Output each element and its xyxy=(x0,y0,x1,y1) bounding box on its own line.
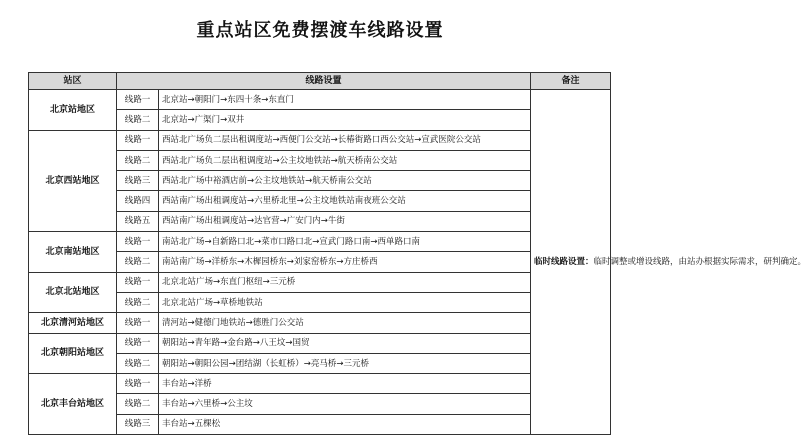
route-cell: 朝阳站→青年路→金台路→八王坟→国贸 xyxy=(159,333,531,353)
area-cell: 北京西站地区 xyxy=(29,130,117,231)
table-row xyxy=(29,292,611,312)
line-label: 线路二 xyxy=(117,150,159,170)
line-label: 线路一 xyxy=(117,272,159,292)
header-route: 线路设置 xyxy=(117,73,531,90)
route-cell: 朝阳站→朝阳公园→团结湖（长虹桥）→亮马桥→三元桥 xyxy=(159,353,531,373)
route-cell: 清河站→健德门地铁站→德胜门公交站 xyxy=(159,313,531,333)
route-cell: 北京北站广场→东直门枢纽→三元桥 xyxy=(159,272,531,292)
table-row xyxy=(29,130,611,150)
area-cell: 北京丰台站地区 xyxy=(29,374,117,435)
table-row xyxy=(29,171,611,191)
area-cell: 北京北站地区 xyxy=(29,272,117,313)
route-cell: 西站北广场中裕酒店前→公主坟地铁站→航天桥南公交站 xyxy=(159,171,531,191)
line-label: 线路一 xyxy=(117,130,159,150)
line-label: 线路五 xyxy=(117,211,159,231)
table-row xyxy=(29,191,611,211)
route-cell: 西站南广场出租调度站→六里桥北里→公主坟地铁站南夜班公交站 xyxy=(159,191,531,211)
route-cell: 丰台站→洋桥 xyxy=(159,374,531,394)
route-cell: 北京北站广场→草桥地铁站 xyxy=(159,292,531,312)
table-row xyxy=(29,414,611,434)
route-table xyxy=(28,72,806,435)
table-row xyxy=(29,150,611,170)
route-cell: 南站北广场→自新路口北→菜市口路口北→宣武门路口南→西单路口南 xyxy=(159,232,531,252)
note-bold: 临时线路设置： xyxy=(534,257,594,268)
route-cell: 西站北广场负二层出租调度站→公主坟地铁站→航天桥南公交站 xyxy=(159,150,531,170)
line-label: 线路二 xyxy=(117,292,159,312)
line-label: 线路二 xyxy=(117,394,159,414)
area-cell: 北京清河站地区 xyxy=(29,313,117,333)
table-row xyxy=(29,313,611,333)
area-cell: 北京南站地区 xyxy=(29,232,117,273)
table-row xyxy=(29,211,611,231)
table-row xyxy=(29,272,611,292)
table-row xyxy=(29,353,611,373)
area-cell: 北京朝阳站地区 xyxy=(29,333,117,374)
route-cell: 丰台站→五棵松 xyxy=(159,414,531,434)
line-label: 线路三 xyxy=(117,171,159,191)
note-text: 临时调整或增设线路，由站办根据实际需求，研判确定。 xyxy=(593,257,806,268)
table-row xyxy=(29,394,611,414)
table-row xyxy=(29,252,611,272)
area-cell: 北京站地区 xyxy=(29,90,117,131)
route-cell: 丰台站→六里桥→公主坟 xyxy=(159,394,531,414)
table-row xyxy=(29,374,611,394)
table-row xyxy=(29,110,611,130)
table-row xyxy=(29,90,611,110)
line-label: 线路四 xyxy=(117,191,159,211)
header-area: 站区 xyxy=(29,73,117,90)
line-label: 线路一 xyxy=(117,333,159,353)
line-label: 线路二 xyxy=(117,353,159,373)
table-row xyxy=(29,333,611,353)
line-label: 线路一 xyxy=(117,374,159,394)
note-cell xyxy=(531,90,806,435)
document-title: 重点站区免费摆渡车线路设置 xyxy=(196,20,444,41)
route-cell: 西站北广场负二层出租调度站→西便门公交站→长椿街路口西公交站→宣武医院公交站 xyxy=(159,130,531,150)
line-label: 线路一 xyxy=(117,90,159,110)
route-cell: 北京站→广渠门→双井 xyxy=(159,110,531,130)
line-label: 线路二 xyxy=(117,110,159,130)
route-cell: 西站南广场出租调度站→达官营→广安门内→牛街 xyxy=(159,211,531,231)
table-header-row xyxy=(29,73,611,90)
line-label: 线路二 xyxy=(117,252,159,272)
line-label: 线路三 xyxy=(117,414,159,434)
route-cell: 南站南广场→洋桥东→木樨园桥东→刘家窑桥东→方庄桥西 xyxy=(159,252,531,272)
line-label: 线路一 xyxy=(117,313,159,333)
line-label: 线路一 xyxy=(117,232,159,252)
header-note: 备注 xyxy=(531,73,611,90)
table-row xyxy=(29,232,611,252)
route-cell: 北京站→朝阳门→东四十条→东直门 xyxy=(159,90,531,110)
